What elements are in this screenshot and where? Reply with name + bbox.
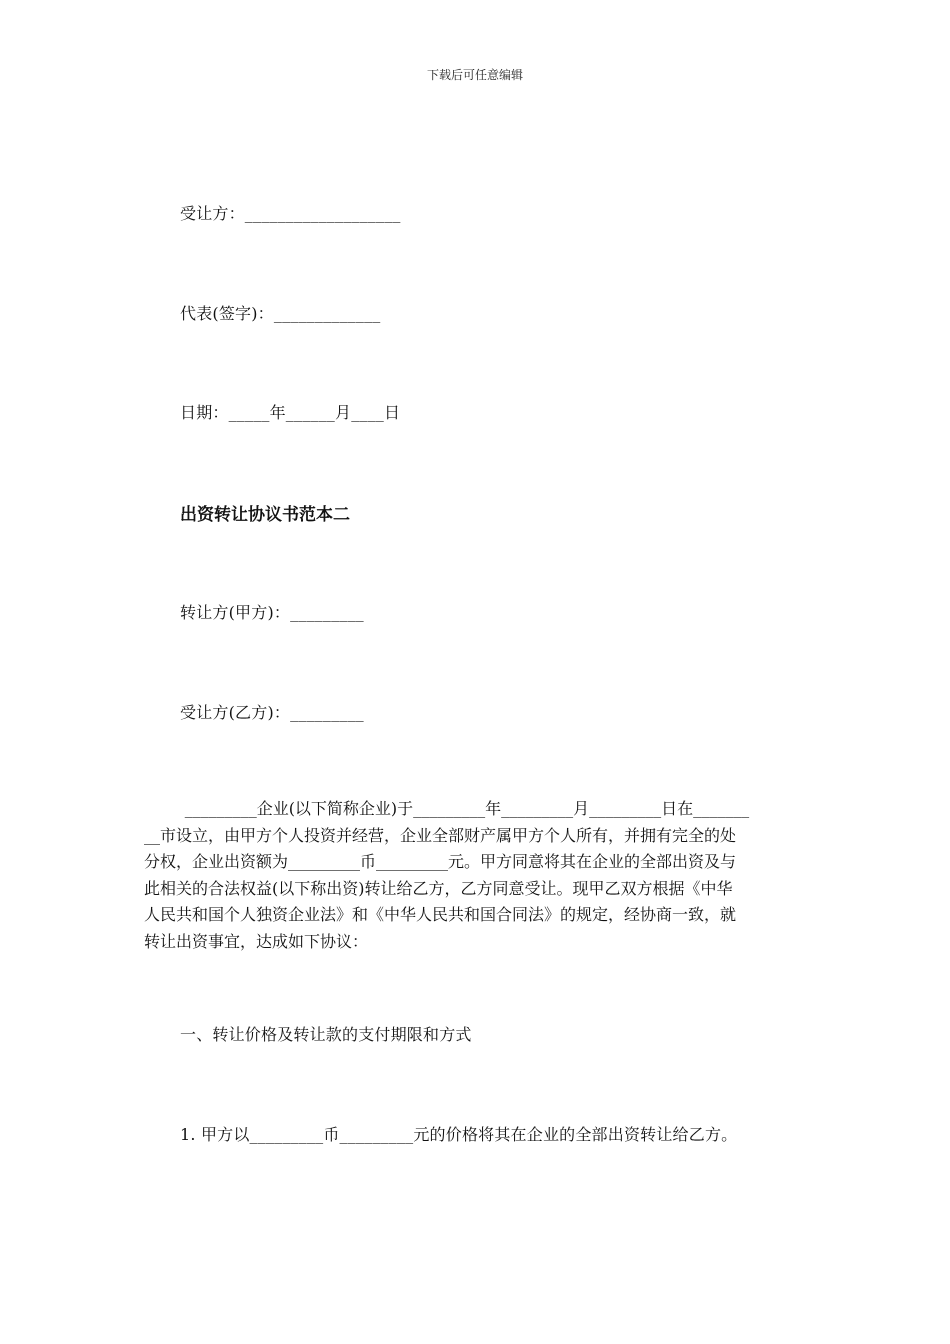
transferee-party-line: 受让方(乙方)：_________ bbox=[180, 703, 364, 722]
section-title: 出资转让协议书范本二 bbox=[180, 505, 350, 525]
paragraph-line: 转让出资事宜，达成如下协议： bbox=[144, 931, 369, 951]
transferee-signature-line: 受让方：___________________ bbox=[180, 204, 401, 223]
header-note: 下载后可任意编辑 bbox=[426, 68, 523, 82]
representative-signature-line: 代表(签字)：_____________ bbox=[180, 304, 381, 323]
agreement-intro-paragraph bbox=[144, 796, 809, 955]
paragraph-line: 人民共和国个人独资企业法》和《中华人民共和国合同法》的规定，经协商一致，就 bbox=[144, 905, 737, 924]
date-line: 日期：_____年______月____日 bbox=[180, 403, 401, 422]
clause-heading: 一、转让价格及转让款的支付期限和方式 bbox=[180, 1025, 472, 1044]
paragraph-line: 此相关的合法权益(以下称出资)转让给乙方，乙方同意受让。现甲乙双方根据《中华 bbox=[144, 878, 733, 898]
clause-item-1: 1. 甲方以_________币_________元的价格将其在企业的全部出资转让给乙方。 bbox=[180, 1125, 738, 1144]
paragraph-line: _________企业(以下简称企业)于_________年_________月_________日在_______ bbox=[144, 799, 750, 818]
transferor-party-line: 转让方(甲方)：_________ bbox=[180, 603, 364, 622]
paragraph-line: 分权，企业出资额为_________币_________元。甲方同意将其在企业的全部出资及与 bbox=[144, 852, 737, 871]
paragraph-line: __市设立，由甲方个人投资并经营，企业全部财产属甲方个人所有，并拥有完全的处 bbox=[144, 825, 737, 845]
